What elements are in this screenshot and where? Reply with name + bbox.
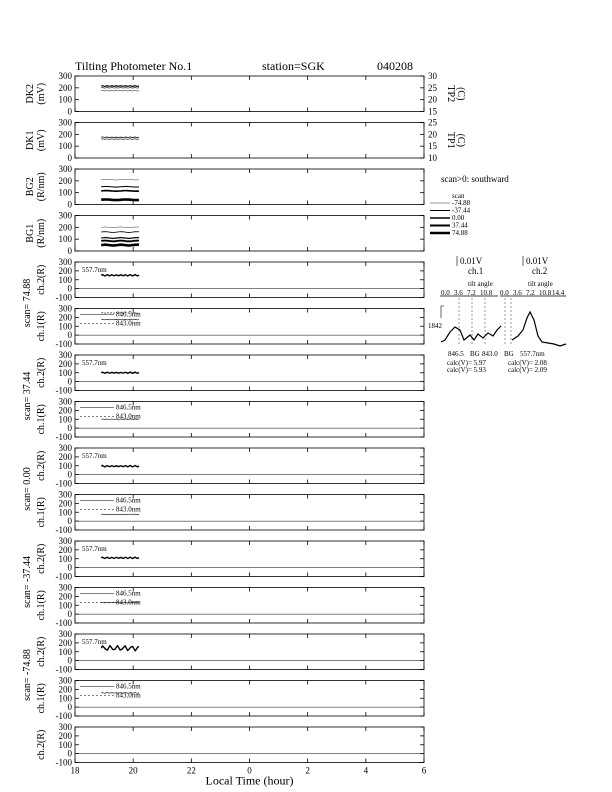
y-tick-label: 200 [58,684,72,695]
y-tick-label: 0 [67,199,72,210]
y-tick-label: 100 [58,553,72,564]
ch1-line-label-a: 846.5nm [116,589,141,598]
legend-entry: -74.88 [452,199,471,207]
ch1-line-label-a: 846.5nm [116,310,141,319]
y-tick-label: 300 [58,536,72,546]
ch1-line-label-a: 846.5nm [116,496,141,505]
ch2-557-trace [101,557,139,558]
right-y-unit: (C) [455,87,466,101]
y-tick-label: 0 [67,283,72,294]
dk2-trace [101,88,139,89]
bg1-trace [101,227,139,228]
panel-y-unit: (mV) [36,129,47,152]
ch2-line-label: 557.7nm [82,638,107,646]
y-tick-label: 0 [67,376,72,387]
panel-y-unit: (R/nm) [36,172,47,202]
bg2-trace [101,191,139,192]
y-tick-label: 200 [58,129,72,140]
scan-group-label: scan= -37.44 [22,556,33,608]
dk2-trace [101,86,139,87]
bg1-trace [101,245,139,246]
panel-y-label: ch.1(R) [36,311,47,342]
inset-ch1-scale: 0.01V [460,256,483,266]
y-tick-label: 0 [67,655,72,666]
inset-tilt-label-1: tilt angle [468,280,493,288]
ch2-557-trace [101,372,139,373]
y-tick-label: 200 [58,637,72,648]
inset-ch2-calc: calc(V)= 2.09 [508,366,547,374]
x-tick-label: 4 [363,765,369,776]
ch2-line-label: 557.7nm [82,545,107,553]
y-tick-label: 300 [58,443,72,453]
inset-ch1-angle-tick: 7.2 [467,289,476,297]
panel-y-unit: (R/nm) [36,218,47,248]
y-tick-label: 300 [58,489,72,500]
y-tick-label: 200 [58,544,72,555]
inset-ch1-bottom-label: 843.0 [482,350,498,358]
y-tick-label: 0 [67,330,72,341]
y-tick-label: 200 [58,82,72,93]
scan-group-label: scan= 74.88 [22,278,33,328]
right-tick-label: 15 [428,141,437,152]
y-tick-label: 300 [58,303,72,314]
y-tick-label: -100 [55,664,72,675]
y-tick-label: 300 [58,350,72,360]
ch2-line-label: 557.7nm [82,359,107,367]
panel-y-label: ch.2(R) [36,357,47,388]
inset-side-number: 1842 [428,322,442,330]
inset-ch2-angle-tick: 10.8 [539,289,552,297]
y-tick-label: -100 [55,478,72,489]
panel-frame [75,76,424,112]
y-tick-label: 300 [58,164,72,174]
y-tick-label: 100 [58,94,72,105]
ch1-line-label-b: 843.0nm [116,691,141,700]
panel-frame [75,448,424,484]
y-tick-label: 0 [67,562,72,573]
panel-y-label: ch.2(R) [36,543,47,574]
inset-ch1-bottom-label: BG [470,350,480,358]
right-y-label: TP2 [445,85,456,103]
inset-tilt-label-2: tilt angle [528,280,553,288]
inset-ch1-angle-tick: 10.8 [480,289,493,297]
legend-entry: 37.44 [452,221,468,230]
y-tick-label: 200 [58,730,72,741]
y-tick-label: 100 [58,693,72,704]
y-tick-label: 100 [58,367,72,378]
ch1-line-label-b: 843.0nm [116,598,141,607]
y-tick-label: 200 [58,405,72,416]
panel-y-label: ch.1(R) [36,497,47,528]
x-tick-label: 22 [186,765,196,776]
y-tick-label: 300 [58,117,72,128]
inset-ch2-scale: 0.01V [526,256,549,266]
x-tick-label: 6 [421,765,427,776]
panel-y-label: ch.2(R) [36,636,47,667]
right-tick-label: 25 [428,117,437,128]
legend-scan-label: scan [452,192,465,200]
y-tick-label: 0 [67,246,72,256]
date-label: 040208 [377,59,413,73]
panel-y-label: ch.2(R) [36,264,47,295]
panel-frame [75,634,424,670]
y-tick-label: 0 [67,516,72,527]
y-tick-label: 100 [58,274,72,285]
y-tick-label: 0 [67,423,72,434]
y-tick-label: 300 [58,396,72,407]
x-tick-label: 18 [70,765,80,776]
ch2-line-label: 557.7nm [82,452,107,460]
ch2-557-trace [101,466,139,467]
legend-entry: 0.00 [452,214,465,222]
y-tick-label: 0 [67,748,72,759]
y-tick-label: 300 [58,210,72,221]
y-tick-label: 300 [58,629,72,639]
inset-ch1-angle-tick: 0.0 [441,289,450,297]
y-tick-label: 100 [58,739,72,750]
y-tick-label: 0 [67,702,72,713]
ch1-line-label-b: 843.0nm [116,505,141,514]
inset-ch1-curve [441,326,501,342]
y-tick-label: 0 [67,609,72,620]
panel-y-label: ch.1(R) [36,683,47,714]
bg2-trace [101,199,139,200]
y-tick-label: 200 [58,175,72,186]
inset-ch2-curve [512,312,566,346]
panel-frame [75,123,424,159]
station-label: station=SGK [262,59,325,73]
panel-y-label: ch.1(R) [36,404,47,435]
inset-ch1-bottom-label: BG [504,350,514,358]
inset-ch1-title: ch.1 [468,266,484,276]
panel-frame [75,727,424,763]
inset-ch1-bottom-label: 846.5 [448,350,464,358]
right-tick-label: 30 [428,71,437,81]
y-tick-label: -100 [55,618,72,628]
right-y-unit: (C) [455,133,466,147]
right-tick-label: 20 [428,129,437,140]
y-tick-label: 200 [58,312,72,323]
bg1-trace [101,232,139,233]
y-tick-label: 200 [58,451,72,462]
y-tick-label: -100 [55,525,72,535]
dk1-trace [101,139,139,140]
y-tick-label: -100 [55,292,72,303]
y-tick-label: 300 [58,257,72,267]
y-tick-label: 300 [58,722,72,732]
ch1-line-label-a: 846.5nm [116,403,141,412]
y-tick-label: 0 [67,106,72,117]
inset-ch2-angle-tick: 0.0 [500,289,509,297]
y-tick-label: 100 [58,141,72,152]
y-tick-label: 200 [58,222,72,233]
y-tick-label: 100 [58,460,72,471]
panel-y-label: DK2 [25,84,36,104]
bg1-trace [101,238,139,239]
y-tick-label: 0 [67,153,72,163]
bg2-trace [101,179,139,180]
y-tick-label: -100 [55,385,72,396]
y-tick-label: -100 [55,711,72,721]
y-tick-label: -100 [55,432,72,442]
chart-title: Tilting Photometer No.1 [75,59,193,73]
right-y-label: TP1 [445,131,456,149]
bg1-trace [101,241,139,242]
ch1-843-trace [101,514,139,515]
inset-ch2-angle-tick: 14.4 [552,289,565,297]
panel-y-label: BG1 [25,223,36,243]
scan-group-label: scan= 0.00 [22,467,33,511]
x-tick-label: 2 [305,765,310,776]
y-tick-label: 200 [58,591,72,602]
right-tick-label: 20 [428,94,437,105]
x-tick-label: 0 [247,765,252,776]
y-tick-label: -100 [55,571,72,582]
ch2-557-trace [101,646,139,651]
inset-ch1-calc: calc(V)= 5.97 [447,359,486,367]
inset-ch2-angle-tick: 7.2 [526,289,535,297]
panel-y-unit: (mV) [36,82,47,105]
right-tick-label: 25 [428,82,437,93]
y-tick-label: 300 [58,71,72,81]
y-tick-label: 100 [58,234,72,245]
y-tick-label: 200 [58,358,72,369]
inset-ch2-title: ch.2 [532,266,548,276]
y-tick-label: 100 [58,600,72,611]
ch1-line-label-b: 843.0nm [116,319,141,328]
dk1-trace [101,137,139,138]
y-tick-label: 0 [67,469,72,480]
y-tick-label: 200 [58,265,72,276]
y-tick-label: 200 [58,498,72,509]
ch2-line-label: 557.7nm [82,266,107,274]
right-tick-label: 10 [428,153,437,163]
inset-ch2-calc: calc(V)= 2.08 [508,359,547,367]
ch2-557-trace [101,275,139,276]
y-tick-label: 300 [58,582,72,593]
legend-heading: scan>0: southward [441,174,509,184]
inset-ch2-bottom-label: 557.7nm [520,350,545,358]
y-tick-label: 100 [58,414,72,425]
scan-group-label: scan= -74.88 [22,649,33,701]
x-axis-label: Local Time (hour) [205,773,294,788]
y-tick-label: 300 [58,675,72,686]
y-tick-label: -100 [55,757,72,768]
legend-entry: 74.88 [452,229,468,237]
inset-ch1-calc: calc(V)= 5.93 [447,366,486,374]
panel-y-label: DK1 [25,130,36,150]
inset-ch1-angle-tick: 3.6 [454,289,463,297]
scan-group-label: scan= 37.44 [22,371,33,421]
y-tick-label: 100 [58,507,72,518]
panel-y-label: ch.1(R) [36,590,47,621]
ch1-line-label-b: 843.0nm [116,412,141,421]
right-tick-label: 15 [428,106,437,117]
panel-y-label: ch.2(R) [36,729,47,760]
y-tick-label: 100 [58,321,72,332]
inset-ch2-angle-tick: 3.6 [513,289,522,297]
y-tick-label: -100 [55,339,72,349]
bg2-trace [101,186,139,187]
y-tick-label: 100 [58,187,72,198]
panel-y-label: ch.2(R) [36,450,47,481]
legend-entry: -37.44 [452,206,471,215]
inset-bracket [441,306,444,318]
panel-frame [75,262,424,298]
y-tick-label: 100 [58,646,72,657]
x-tick-label: 20 [128,765,138,776]
ch1-line-label-a: 846.5nm [116,682,141,691]
panel-y-label: BG2 [25,177,36,197]
